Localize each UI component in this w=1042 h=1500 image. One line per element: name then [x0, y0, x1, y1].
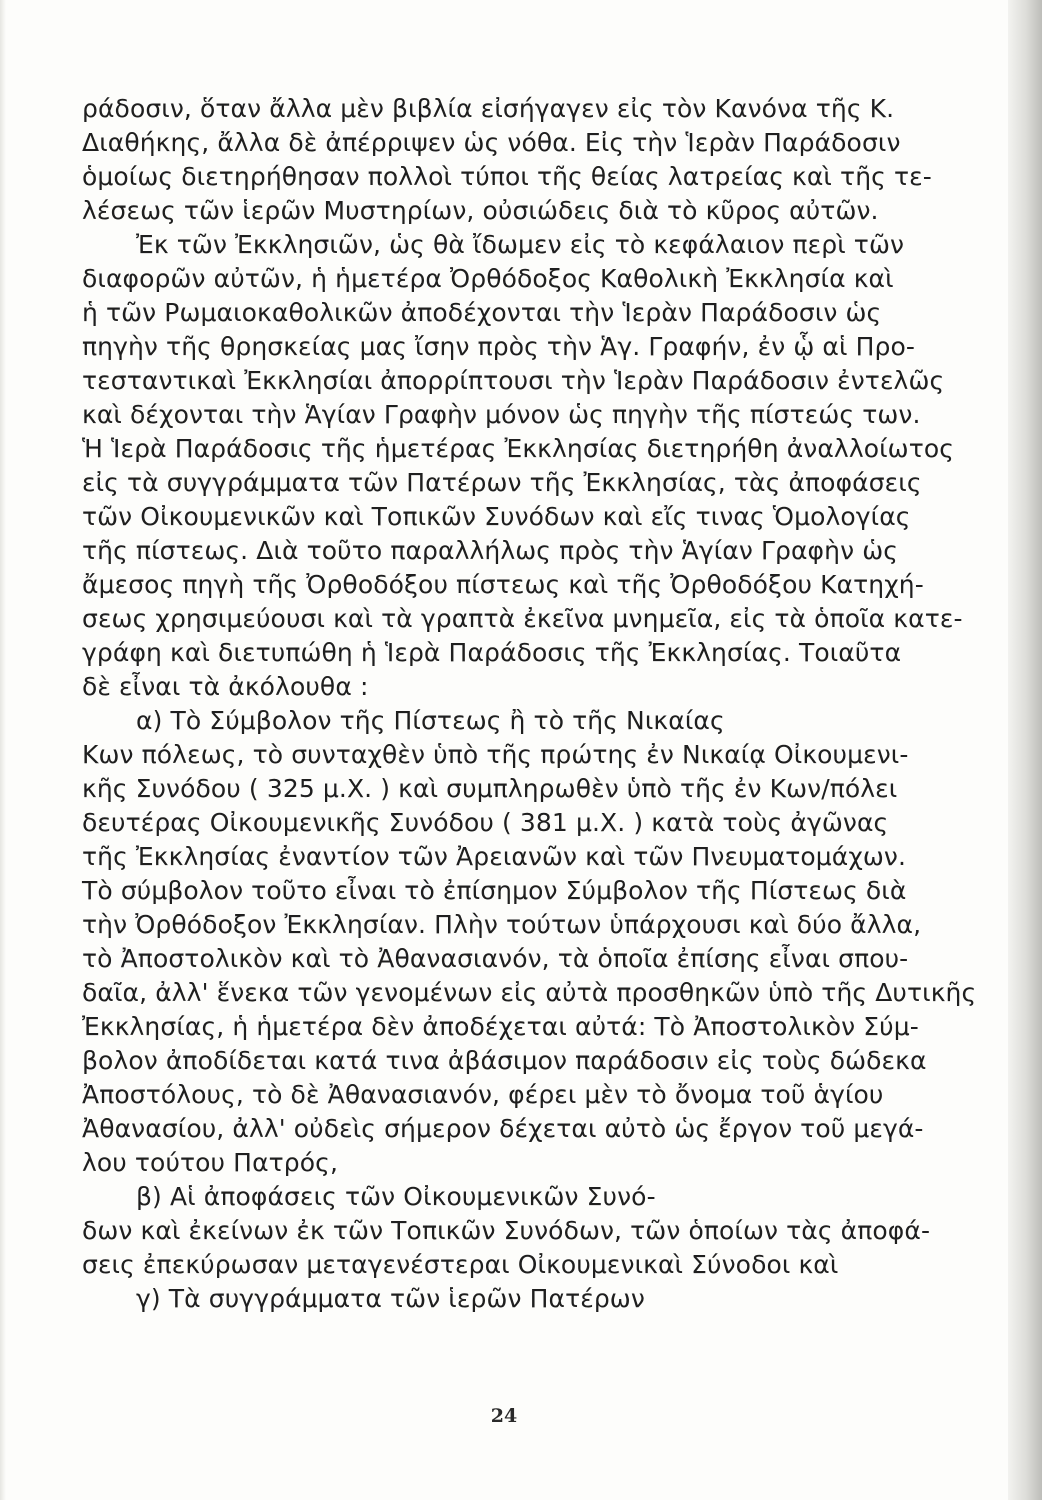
text-line: ἄμεσος πηγὴ τῆς Ὀρθοδόξου πίστεως καὶ τῆς Ὀρθοδόξου Κατηχή-: [82, 570, 924, 599]
text-line: τῶν Οἰκουμενικῶν καὶ Τοπικῶν Συνόδων καὶ εἴς τινας Ὁμολογίας: [82, 502, 911, 531]
text-line: ὁμοίως διετηρήθησαν πολλοὶ τύποι τῆς θείας λατρείας καὶ τῆς τε-: [82, 162, 932, 191]
text-line: τὴν Ὀρθόδοξον Ἐκκλησίαν. Πλὴν τούτων ὑπάρχουσι καὶ δύο ἄλλα,: [82, 910, 922, 939]
text-line: κῆς Συνόδου ( 325 μ.Χ. ) καὶ συμπληρωθὲν ὑπὸ τῆς ἐν Κων/πόλει: [82, 774, 898, 803]
text-line: Ἀποστόλους, τὸ δὲ Ἀθανασιανόν, φέρει μὲν τὸ ὄνομα τοῦ ἁγίου: [82, 1080, 884, 1109]
text-line: τῆς Ἐκκλησίας ἐναντίον τῶν Ἀρειανῶν καὶ τῶν Πνευματομάχων.: [82, 842, 907, 871]
text-line: ράδοσιν, ὅταν ἄλλα μὲν βιβλία εἰσήγαγεν εἰς τὸν Κανόνα τῆς Κ.: [82, 94, 895, 123]
page-gutter-shade: [0, 0, 6, 1500]
text-line: διαφορῶν αὐτῶν, ἡ ἡμετέρα Ὀρθόδοξος Καθολικὴ Ἐκκλησία καὶ: [82, 264, 894, 293]
text-line: Ἐκκλησίας, ἡ ἡμετέρα δὲν ἀποδέχεται αὐτά: Τὸ Ἀποστολικὸν Σύμ-: [82, 1012, 919, 1041]
text-line: ἡ τῶν Ρωμαιοκαθολικῶν ἀποδέχονται τὴν Ἱερὰν Παράδοσιν ὡς: [82, 298, 882, 327]
text-line: Ἀθανασίου, ἀλλ' οὐδεὶς σήμερον δέχεται αὐτὸ ὡς ἔργον τοῦ μεγά-: [82, 1114, 924, 1143]
text-line: δων καὶ ἐκείνων ἐκ τῶν Τοπικῶν Συνόδων, τῶν ὁποίων τὰς ἀποφά-: [82, 1216, 931, 1245]
text-line: δαῖα, ἀλλ' ἕνεκα τῶν γενομένων εἰς αὐτὰ προσθηκῶν ὑπὸ τῆς Δυτικῆς: [82, 978, 977, 1007]
text-line: σεις ἐπεκύρωσαν μεταγενέστεραι Οἰκουμενικαὶ Σύνοδοι καὶ: [82, 1250, 839, 1279]
text-line: γράφη καὶ διετυπώθη ἡ Ἱερὰ Παράδοσις τῆς Ἐκκλησίας. Τοιαῦτα: [82, 638, 902, 667]
text-line: βολον ἀποδίδεται κατά τινα ἀβάσιμον παράδοσιν εἰς τοὺς δώδεκα: [82, 1046, 927, 1075]
text-line: λέσεως τῶν ἱερῶν Μυστηρίων, οὐσιώδεις διὰ τὸ κῦρος αὐτῶν.: [82, 196, 879, 225]
list-item-a-heading: α) Τὸ Σύμβολον τῆς Πίστεως ἢ τὸ τῆς Νικαίας: [136, 706, 725, 735]
text-line: πηγὴν τῆς θρησκείας μας ἴσην πρὸς τὴν Ἁγ. Γραφήν, ἐν ᾧ αἱ Προ-: [82, 332, 915, 361]
list-item-b-heading: β) Αἱ ἀποφάσεις τῶν Οἰκουμενικῶν Συνό-: [136, 1182, 656, 1211]
text-line: Κων πόλεως, τὸ συνταχθὲν ὑπὸ τῆς πρώτης ἐν Νικαίᾳ Οἰκουμενι-: [82, 740, 909, 769]
text-line: καὶ δέχονται τὴν Ἁγίαν Γραφὴν μόνον ὡς πηγὴν τῆς πίστεώς των.: [82, 400, 921, 429]
text-line: τεσταντικαὶ Ἐκκλησίαι ἀπορρίπτουσι τὴν Ἱερὰν Παράδοσιν ἐντελῶς: [82, 366, 945, 395]
text-line: τὸ Ἀποστολικὸν καὶ τὸ Ἀθανασιανόν, τὰ ὁποῖα ἐπίσης εἶναι σπου-: [82, 944, 909, 973]
text-line: λου τούτου Πατρός,: [82, 1148, 338, 1177]
list-item-c-heading: γ) Τὰ συγγράμματα τῶν ἱερῶν Πατέρων: [136, 1284, 645, 1313]
text-line: Τὸ σύμβολον τοῦτο εἶναι τὸ ἐπίσημον Σύμβολον τῆς Πίστεως διὰ: [82, 876, 907, 905]
text-line: εἰς τὰ συγγράμματα τῶν Πατέρων τῆς Ἐκκλησίας, τὰς ἀποφάσεις: [82, 468, 922, 497]
page-edge-shadow: [1008, 0, 1042, 1500]
text-line: δευτέρας Οἰκουμενικῆς Συνόδου ( 381 μ.Χ. ) κατὰ τοὺς ἀγῶνας: [82, 808, 889, 837]
text-line: Ἐκ τῶν Ἐκκλησιῶν, ὡς θὰ ἴδωμεν εἰς τὸ κεφάλαιον περὶ τῶν: [136, 230, 905, 259]
body-text: [82, 92, 977, 1316]
text-line: τῆς πίστεως. Διὰ τοῦτο παραλλήλως πρὸς τὴν Ἁγίαν Γραφὴν ὡς: [82, 536, 899, 565]
text-line: Διαθήκης, ἄλλα δὲ ἀπέρριψεν ὡς νόθα. Εἰς τὴν Ἱερὰν Παράδοσιν: [82, 128, 901, 157]
page-number: 24: [490, 1405, 518, 1427]
text-line: δὲ εἶναι τὰ ἀκόλουθα :: [82, 672, 369, 701]
text-line: Ἡ Ἱερὰ Παράδοσις τῆς ἡμετέρας Ἐκκλησίας διετηρήθη ἀναλλοίωτος: [82, 434, 955, 463]
text-line: σεως χρησιμεύουσι καὶ τὰ γραπτὰ ἐκεῖνα μνημεῖα, εἰς τὰ ὁποῖα κατε-: [82, 604, 963, 633]
